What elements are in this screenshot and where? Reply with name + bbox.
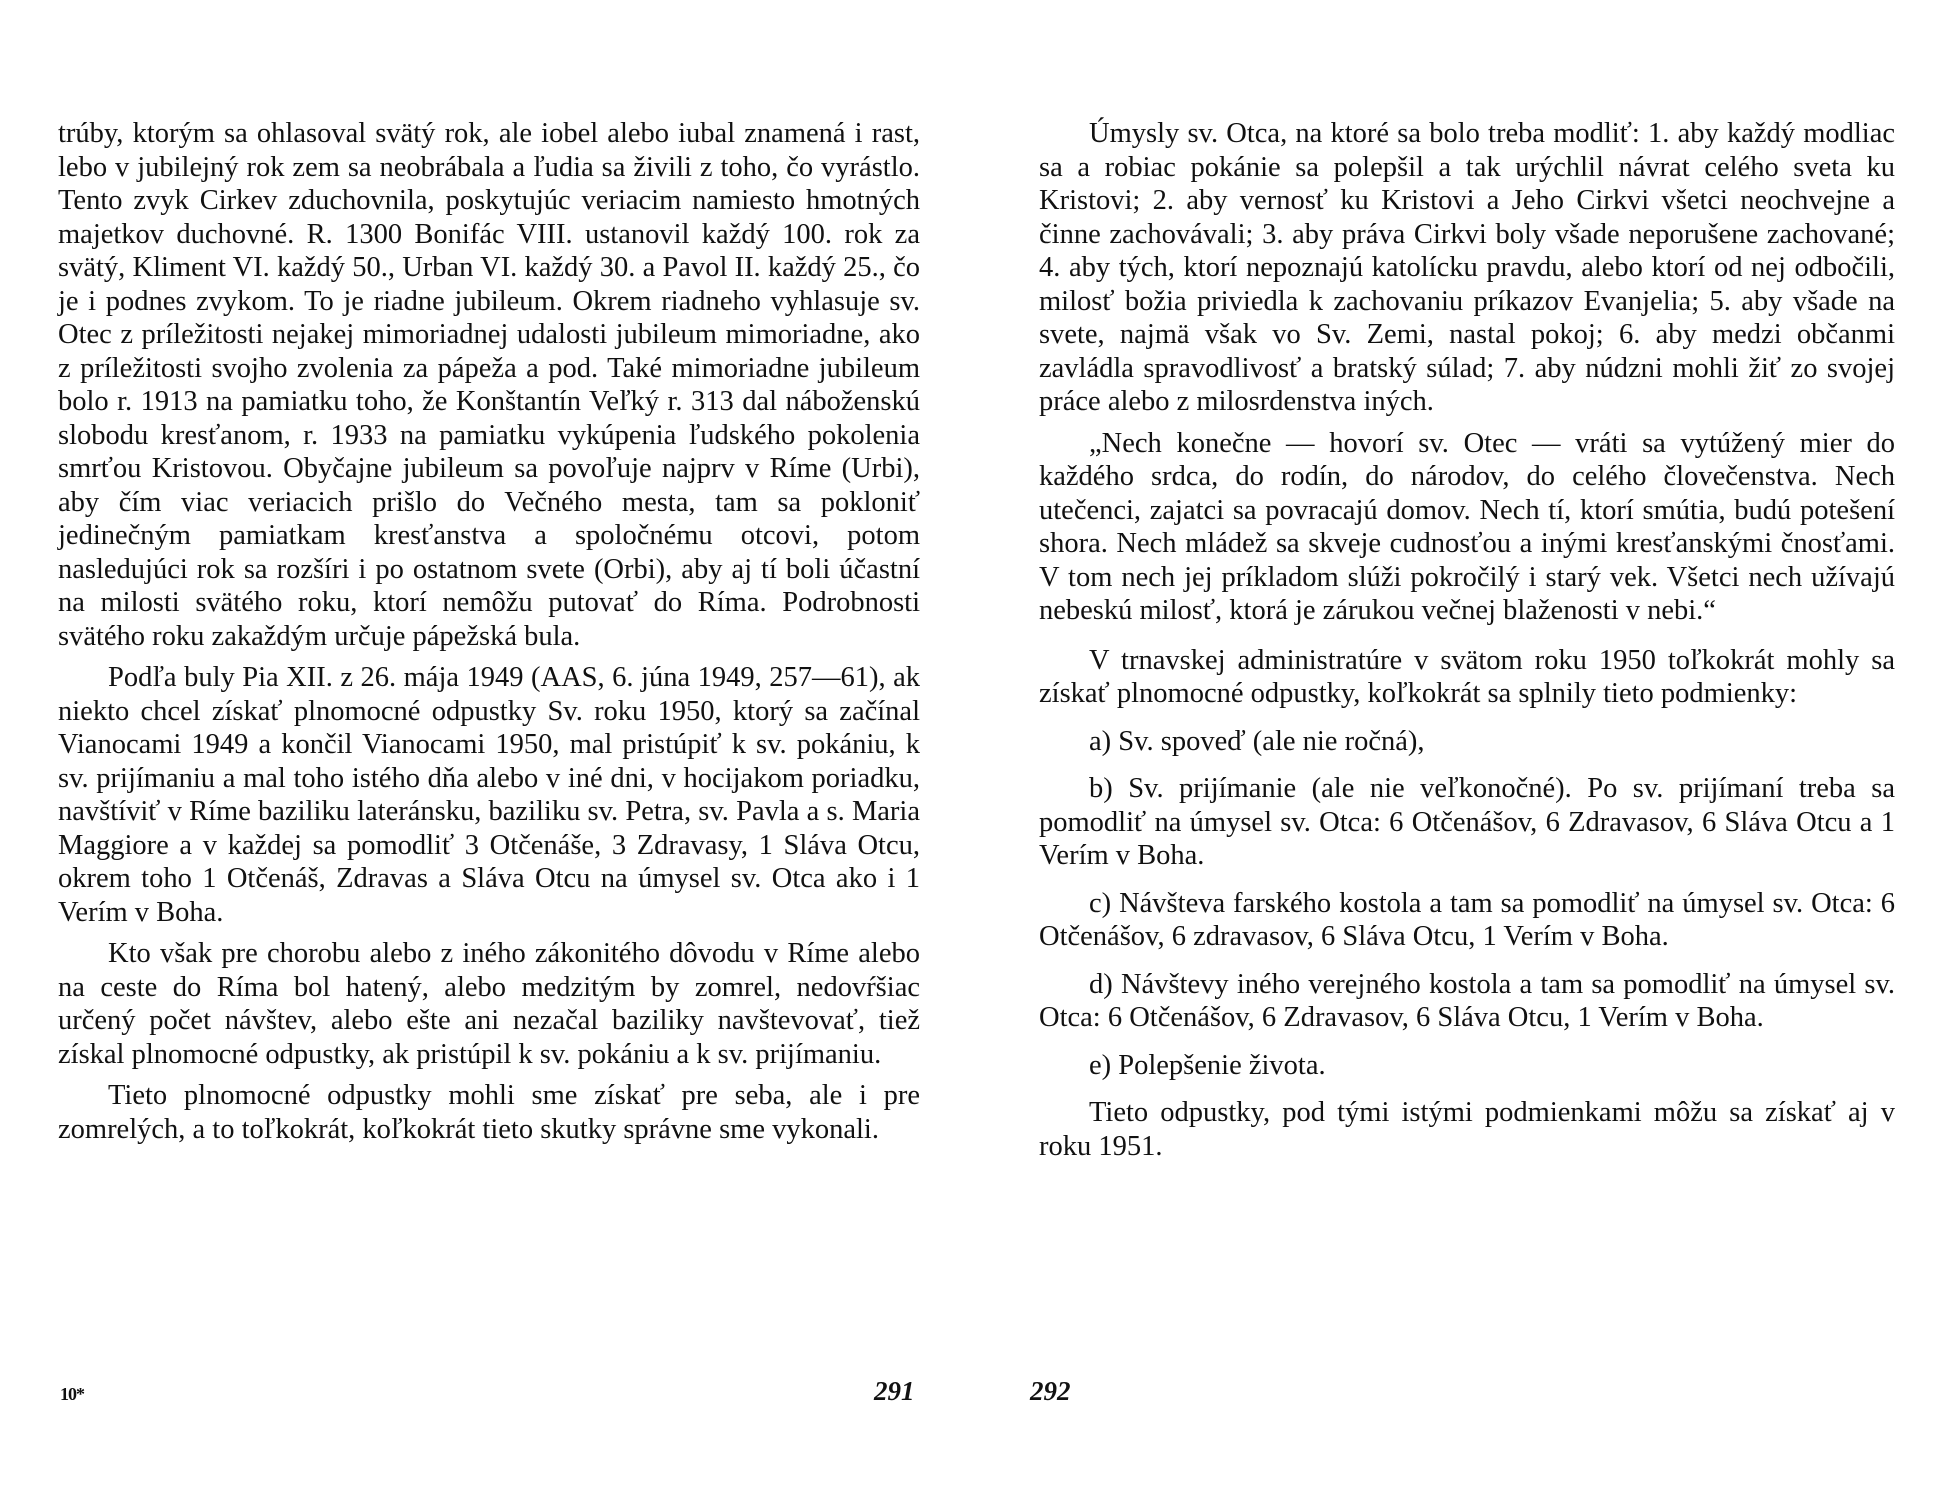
page-number-left: 291 xyxy=(874,1376,915,1406)
paragraph-indulgences-for-dead: Tieto plnomocné odpustky mohli sme získať pre seba, ale i pre zomrelých, a to toľkokrát, koľkokrát tieto skutky správne sme vykonali. xyxy=(58,1080,920,1145)
page-number-right: 292 xyxy=(1030,1376,1071,1406)
list-item-communion: b) Sv. prijímanie (ale nie veľkonočné). Po sv. prijímaní treba sa pomodliť na úmysel sv. Otca: 6 Otčenášov, 6 Zdravasov, 6 Sláva Otcu a 1 Verím v Boha. xyxy=(1039,773,1895,871)
paragraph-hindered-pilgrims: Kto však pre chorobu alebo z iného zákonitého dôvodu v Ríme alebo na ceste do Ríma bol hatený, alebo medzitým by zomrel, nedovŕšiac určený počet návštev, alebo ešte ani nezačal baziliky navštevovať, tiež získal plnomocné odpustky, ak pristúpil k sv. pokániu a k sv. prijímaniu. xyxy=(58,938,920,1070)
list-item-parish-church: c) Návšteva farského kostola a tam sa pomodliť na úmysel sv. Otca: 6 Otčenášov, 6 zdravasov, 6 Sláva Otcu, 1 Verím v Boha. xyxy=(1039,887,1895,952)
left-page-text xyxy=(58,117,920,1154)
paragraph-year-1951: Tieto odpustky, pod tými istými podmienkami môžu sa získať aj v roku 1951. xyxy=(1039,1097,1895,1162)
paragraph-holy-father-quote: „Nech konečne — hovorí sv. Otec — vráti sa vytúžený mier do každého srdca, do rodín, do národov, do celého človečenstva. Nech utečenci, zajatci sa povracajú domov. Nech tí, ktorí smútia, budú potešení shora. Nech mládež sa skveje cudnosťou a inými kresťanskými čnosťami. V tom nech jej príkladom slúži pokročilý i starý vek. Všetci nech užívajú nebeskú milosť, ktorá je zárukou večnej blaženosti v nebi.“ xyxy=(1039,427,1895,626)
paragraph-trnava-conditions: V trnavskej administratúre v svätom roku 1950 toľkokrát mohly sa získať plnomocné odpustky, koľkokrát sa splnily tieto podmienky: xyxy=(1039,644,1895,709)
signature-mark: 10* xyxy=(60,1384,84,1404)
right-page-text xyxy=(1039,117,1895,1171)
paragraph-bull-pius-xii: Podľa buly Pia XII. z 26. mája 1949 (AAS, 6. júna 1949, 257—61), ak niekto chcel získať plnomocné odpustky Sv. roku 1950, ktorý sa začínal Vianocami 1949 a končil Vianocami 1950, mal pristúpiť k sv. pokániu, k sv. prijímaniu a mal toho istého dňa alebo v iné dni, v hocijakom poriadku, navštíviť v Ríme baziliku lateránsku, baziliku sv. Petra, sv. Pavla a s. Maria Maggiore a v každej sa pomodliť 3 Otčenáše, 3 Zdravasy, 1 Sláva Otcu, okrem toho 1 Otčenáš, Zdravas a Sláva Otcu na úmysel sv. Otca ako i 1 Verím v Boha. xyxy=(58,662,920,928)
paragraph-jubilee-history: trúby, ktorým sa ohlasoval svätý rok, ale iobel alebo iubal znamená i rast, lebo v jubilejný rok zem sa neobrábala a ľudia sa živili z toho, čo vyrástlo. Tento zvyk Cirkev zduchovnila, poskytujúc veriacim namiesto hmotných majetkov duchovné. R. 1300 Bonifác VIII. ustanovil každý 100. rok za svätý, Kliment VI. každý 50., Urban VI. každý 30. a Pavol II. každý 25., čo je i podnes zvykom. To je riadne jubileum. Okrem riadneho vyhlasuje sv. Otec z príležitosti nejakej mimoriadnej udalosti jubileum mimoriadne, ako z príležitosti svojho zvolenia za pápeža a pod. Také mimoriadne jubileum bolo r. 1913 na pamiatku toho, že Konštantín Veľký r. 313 dal náboženskú slobodu kresťanom, r. 1933 na pamiatku vykúpenia ľudského pokolenia smrťou Kristovou. Obyčajne jubileum sa povoľuje najprv v Ríme (Urbi), aby čím viac veriacich prišlo do Večného mesta, tam sa pokloniť jedinečným pamiatkam kresťanstva a spoločnému otcovi, potom nasledujúci rok sa rozšíri i po ostatnom svete (Orbi), aby aj tí boli účastní na milosti svätého roku, ktorí nemôžu putovať do Ríma. Podrobnosti svätého roku zakaždým určuje pápežská bula. xyxy=(58,118,920,652)
list-item-other-church: d) Návštevy iného verejného kostola a tam sa pomodliť na úmysel sv. Otca: 6 Otčenášov, 6 Zdravasov, 6 Sláva Otcu, 1 Verím v Boha. xyxy=(1039,968,1895,1033)
list-item-confession: a) Sv. spoveď (ale nie ročná), xyxy=(1089,725,1425,757)
list-item-improvement-of-life: e) Polepšenie života. xyxy=(1089,1049,1326,1081)
right-page xyxy=(971,0,1942,1500)
paragraph-holy-father-intentions: Úmysly sv. Otca, na ktoré sa bolo treba modliť: 1. aby každý modliac sa a robiac pokánie sa polepšil a tak urýchlil návrat celého sveta ku Kristovi; 2. aby vernosť ku Kristovi a Jeho Cirkvi všetci neochvejne a činne zachovávali; 3. aby práva Cirkvi boly všade neporušene zachované; 4. aby tých, ktorí nepoznajú katolícku pravdu, alebo ktorí od nej odbočili, milosť božia priviedla k zachovaniu príkazov Evanjelia; 5. aby všade na svete, najmä však vo Sv. Zemi, nastal pokoj; 6. aby medzi občanmi zavládla spravodlivosť a bratský súlad; 7. aby núdzni mohli žiť zo svojej práce alebo z milosrdenstva iných. xyxy=(1039,118,1895,417)
